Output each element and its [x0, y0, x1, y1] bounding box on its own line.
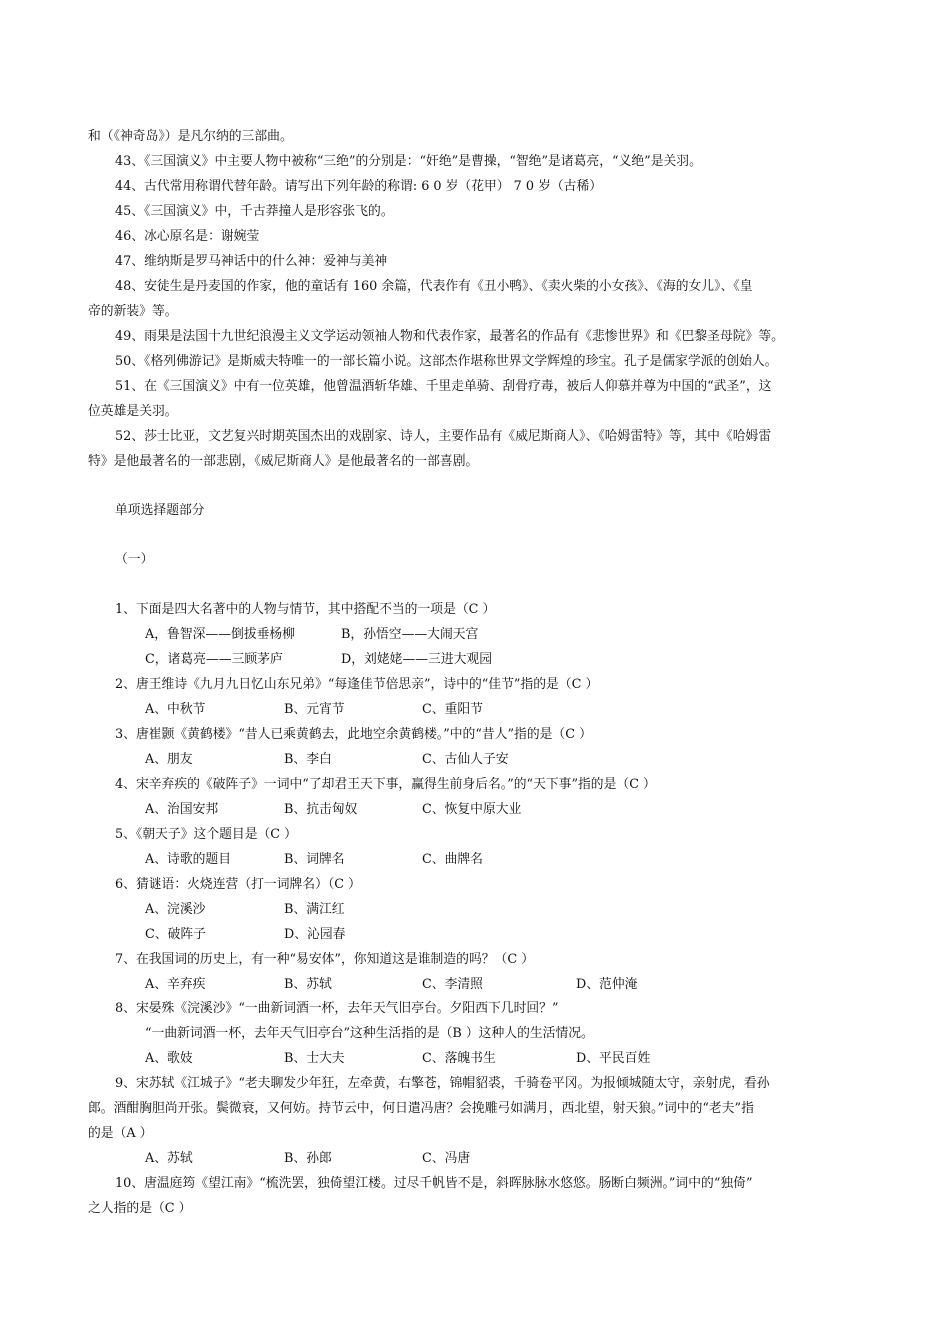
option-a: A、浣溪沙 [145, 902, 206, 917]
question-stem: 7、在我国词的历史上，有一种“易安体”，你知道这是谁制造的吗？（C ） [115, 952, 534, 967]
option-b: B、词牌名 [284, 852, 345, 867]
option-b: B、满江红 [284, 902, 345, 917]
option-c: C、李清照 [422, 977, 483, 992]
text-line: 位英雄是关羽。 [88, 404, 178, 419]
option-d: D、范仲淹 [576, 977, 638, 992]
option-a: A，鲁智深——倒拔垂杨柳 [145, 627, 296, 642]
question-stem: 5、《朝天子》这个题目是（C ） [115, 827, 297, 842]
text-line: 46、冰心原名是：谢婉莹 [115, 229, 260, 244]
text-line: 帝的新装》等。 [88, 304, 178, 319]
question-stem: 6、猜谜语：火烧连营（打一词牌名）（C ） [115, 877, 361, 892]
option-d: D、平民百姓 [576, 1051, 651, 1066]
option-a: A、辛弃疾 [145, 977, 206, 992]
text-line: 49、雨果是法国十九世纪浪漫主义文学运动领袖人物和代表作家，最著名的作品有《悲惨世界》和《巴黎圣母院》等。 [115, 329, 784, 344]
text-line: 50、《格列佛游记》是斯威夫特唯一的一部长篇小说。这部杰作堪称世界文学辉煌的珍宝。孔子是儒家学派的创始人。 [115, 354, 778, 369]
option-b: B、抗击匈奴 [284, 802, 358, 817]
question-stem-continued: 的是（A ） [88, 1126, 153, 1141]
section-title: 单项选择题部分 [115, 503, 205, 518]
option-c: C、曲牌名 [422, 852, 483, 867]
question-stem: 9、宋苏轼《江城子》“老夫聊发少年狂，左牵黄，右擎苍，锦帽貂裘，千骑卷平冈。为报倾城随太守，亲射虎，看孙 [115, 1076, 770, 1091]
text-line: 51、在《三国演义》中有一位英雄，他曾温酒斩华雄、千里走单骑、刮骨疗毒，被后人仰慕并尊为中国的“武圣”，这 [115, 379, 772, 394]
option-b: B、士大夫 [284, 1051, 345, 1066]
option-a: A、诗歌的题目 [145, 852, 232, 867]
option-c: C，诸葛亮——三顾茅庐 [145, 652, 283, 667]
option-a: A、苏轼 [145, 1151, 193, 1166]
question-stem-continued: 郎。酒酣胸胆尚开张。鬓微衰，又何妨。持节云中，何日遣冯唐？会挽雕弓如满月，西北望，射天狼。”词中的“老夫”指 [88, 1101, 754, 1116]
text-line: 特》是他最著名的一部悲剧，《威尼斯商人》是他最著名的一部喜剧。 [88, 454, 479, 469]
question-stem-continued: “一曲新词酒一杯，去年天气旧亭台”这种生活指的是（B ）这种人的生活情况。 [145, 1026, 594, 1041]
option-b: B、李白 [284, 752, 332, 767]
question-stem: 2、唐王维诗《九月九日忆山东兄弟》“每逢佳节倍思亲”，诗中的“佳节”指的是（C ） [115, 677, 599, 692]
option-d: D，刘姥姥——三进大观园 [341, 652, 493, 667]
text-line: 48、安徒生是丹麦国的作家，他的童话有 160 余篇，代表作有《丑小鸭》、《卖火柴的小女孩》、《海的女儿》、《皇 [115, 279, 753, 294]
option-c: C、恢复中原大业 [422, 802, 522, 817]
option-c: C、古仙人子安 [422, 752, 509, 767]
option-a: A、治国安邦 [145, 802, 219, 817]
option-b: B、孙郎 [284, 1151, 332, 1166]
option-a: A、中秋节 [145, 702, 206, 717]
option-d: D、沁园春 [284, 927, 346, 942]
option-a: A、朋友 [145, 752, 193, 767]
text-line: 47、维纳斯是罗马神话中的什么神：爱神与美神 [115, 254, 388, 269]
option-c: C、破阵子 [145, 927, 206, 942]
option-b: B，孙悟空——大闹天宫 [341, 627, 479, 642]
option-c: C、冯唐 [422, 1151, 471, 1166]
question-stem: 10、唐温庭筠《望江南》“梳洗罢，独倚望江楼。过尽千帆皆不是，斜晖脉脉水悠悠。肠断白频洲。”词中的“独倚” [115, 1176, 753, 1191]
question-stem: 4、宋辛弃疾的《破阵子》一词中“了却君王天下事，赢得生前身后名。”的“天下事”指的是（C ） [115, 777, 656, 792]
option-c: C、落魄书生 [422, 1051, 496, 1066]
question-stem: 8、宋晏殊《浣溪沙》“一曲新词酒一杯，去年天气旧亭台。夕阳西下几时回？” [115, 1001, 559, 1016]
option-a: A、歌妓 [145, 1051, 193, 1066]
option-b: B、苏轼 [284, 977, 332, 992]
text-line: 44、古代常用称谓代替年龄。请写出下列年龄的称谓: 6 0 岁（花甲） 7 0 岁（古稀） [115, 179, 603, 194]
text-line: 43、《三国演义》中主要人物中被称“三绝”的分别是：“奸绝”是曹操，“智绝”是诸葛亮，“义绝”是关羽。 [115, 154, 702, 169]
option-c: C、重阳节 [422, 702, 483, 717]
text-line: 52、莎士比亚，文艺复兴时期英国杰出的戏剧家、诗人，主要作品有《威尼斯商人》、《哈姆雷特》等，其中《哈姆雷 [115, 429, 772, 444]
question-stem-continued: 之人指的是（C ） [88, 1201, 192, 1216]
text-line: 45、《三国演义》中，千古莽撞人是形容张飞的。 [115, 204, 394, 219]
question-stem: 3、唐崔颢《黄鹤楼》“昔人已乘黄鹤去，此地空余黄鹤楼。”中的“昔人”指的是（C ） [115, 727, 592, 742]
option-b: B、元宵节 [284, 702, 345, 717]
section-part: （一） [115, 552, 154, 567]
question-stem: 1、下面是四大名著中的人物与情节，其中搭配不当的一项是（C ） [115, 602, 496, 617]
text-line: 和（《神奇岛》）是凡尔纳的三部曲。 [88, 129, 293, 144]
